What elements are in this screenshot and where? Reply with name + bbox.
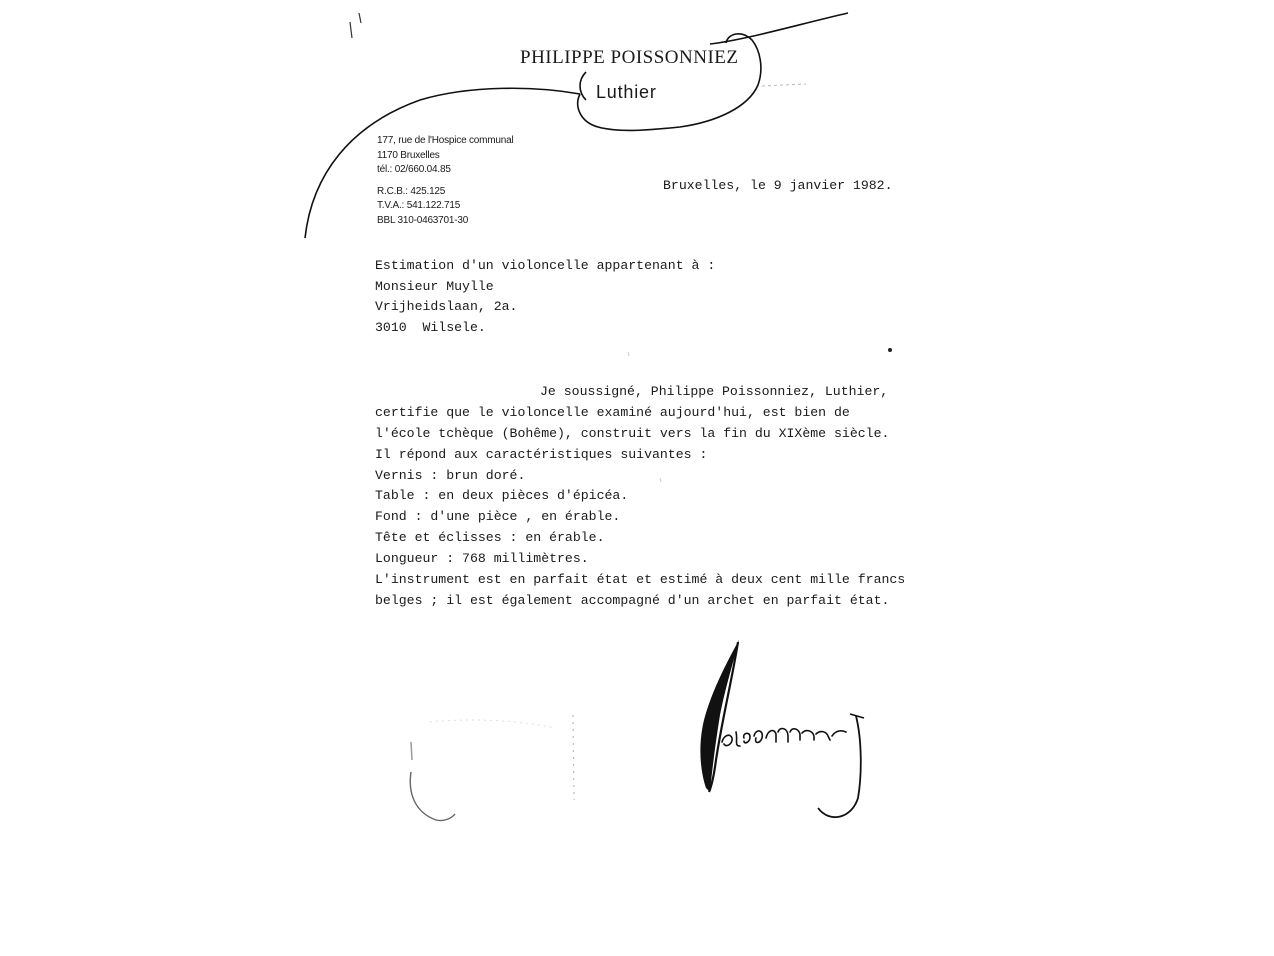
address-street: 177, rue de l'Hospice communal	[377, 135, 514, 146]
registration-tva: T.V.A.: 541.122.715	[377, 200, 461, 211]
body-line: certifie que le violoncelle examiné aujourd'hui, est bien de	[375, 404, 850, 420]
body-line: Je soussigné, Philippe Poissonniez, Luthier,	[540, 384, 889, 399]
letter-body	[375, 382, 905, 612]
recipient-street: Vrijheidslaan, 2a.	[375, 299, 518, 315]
registration-bank: BBL 310-0463701-30	[377, 214, 469, 226]
scan-speck	[888, 348, 892, 352]
recipient-block	[375, 256, 715, 338]
letterhead-address-block	[377, 134, 514, 228]
body-line: Il répond aux caractéristiques suivantes :	[375, 446, 708, 462]
body-line: Longueur : 768 millimètres.	[375, 551, 589, 567]
address-city: 1170 Bruxelles	[377, 149, 440, 161]
body-line: Vernis : brun doré.	[375, 467, 526, 483]
body-line: L'instrument est en parfait état et estimé à deux cent mille francs	[375, 572, 906, 588]
body-line: belges ; il est également accompagné d'un archet en parfait état.	[375, 592, 890, 608]
body-line: Fond : d'une pièce , en érable.	[375, 509, 621, 525]
date-line: Bruxelles, le 9 janvier 1982.	[663, 178, 893, 193]
body-line: Table : en deux pièces d'épicéa.	[375, 488, 629, 504]
body-line: l'école tchèque (Bohême), construit vers la fin du XIXème siècle.	[375, 425, 890, 441]
body-line: Tête et éclisses : en érable.	[375, 530, 605, 546]
address-phone: tél.: 02/660.04.85	[377, 164, 451, 175]
recipient-name: Monsieur Muylle	[375, 278, 494, 294]
registration-rcb: R.C.B.: 425.125	[377, 185, 446, 197]
letterhead-title: Luthier	[596, 82, 657, 102]
letterhead-name: PHILIPPE POISSONNIEZ	[520, 47, 739, 68]
recipient-intro: Estimation d'un violoncelle appartenant à :	[375, 258, 716, 273]
recipient-city: 3010 Wilsele.	[375, 319, 486, 335]
